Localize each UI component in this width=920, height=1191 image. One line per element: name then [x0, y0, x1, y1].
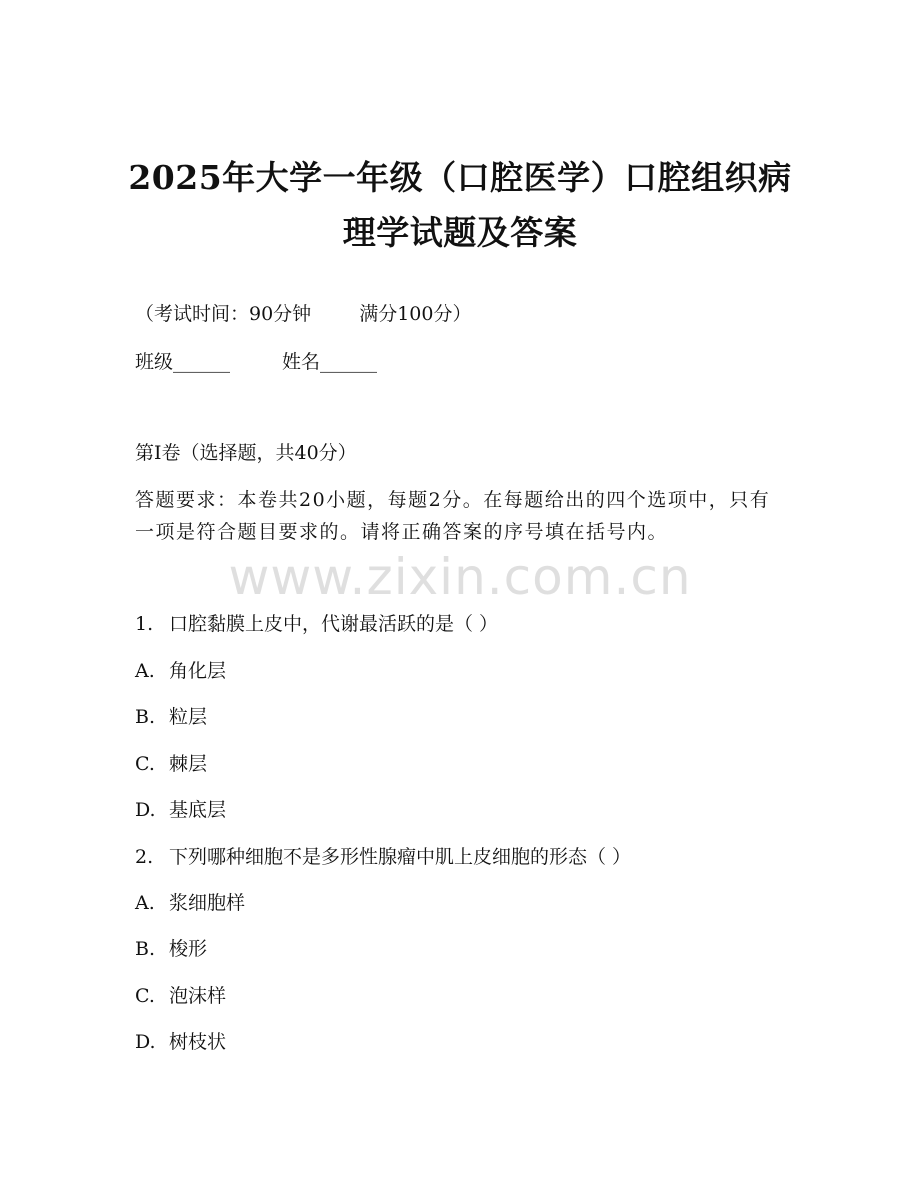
watermark: www.zixin.com.cn — [228, 548, 692, 606]
instructions: 答题要求：本卷共20小题，每题2分。在每题给出的四个选项中，只有一项是符合题目要求的。请将正确答案的序号填在括号内。 — [135, 489, 771, 543]
option-1c — [135, 752, 207, 776]
option-letter: D. — [135, 799, 156, 821]
exam-time: （考试时间：90分钟 — [135, 303, 312, 325]
student-fields — [135, 350, 377, 374]
option-1d — [135, 798, 226, 822]
option-2d — [135, 1030, 226, 1054]
option-2c — [135, 984, 226, 1008]
section-title: 第I卷（选择题，共40分） — [135, 442, 357, 464]
option-letter: C. — [135, 753, 155, 775]
option-1b — [135, 705, 207, 729]
title-line-2: 理学试题及答案 — [342, 213, 578, 252]
option-2a — [135, 891, 245, 915]
option-letter: A. — [135, 660, 155, 682]
option-text: 角化层 — [169, 660, 227, 682]
title-line-1: 2025年大学一年级（口腔医学）口腔组织病 — [128, 158, 792, 197]
question-1 — [135, 612, 498, 636]
option-letter: B. — [135, 706, 156, 728]
option-text: 浆细胞样 — [169, 892, 246, 914]
exam-info — [135, 302, 471, 326]
question-number: 1. — [135, 613, 154, 635]
class-field: 班级______ — [135, 351, 231, 373]
question-text: 下列哪种细胞不是多形性腺瘤中肌上皮细胞的形态（ ） — [169, 846, 632, 868]
option-text: 棘层 — [169, 753, 208, 775]
option-1a — [135, 659, 226, 683]
question-number: 2. — [135, 846, 154, 868]
option-letter: C. — [135, 985, 155, 1007]
document-title — [90, 150, 830, 260]
name-field: 姓名______ — [282, 351, 378, 373]
option-letter: D. — [135, 1031, 156, 1053]
option-letter: A. — [135, 892, 155, 914]
exam-score: 满分100分） — [359, 303, 472, 325]
option-text: 泡沫样 — [169, 985, 227, 1007]
option-letter: B. — [135, 938, 156, 960]
question-2 — [135, 845, 631, 869]
option-text: 粒层 — [169, 706, 208, 728]
option-2b — [135, 937, 207, 961]
option-text: 梭形 — [169, 938, 208, 960]
question-text: 口腔黏膜上皮中，代谢最活跃的是（ ） — [169, 613, 499, 635]
option-text: 树枝状 — [169, 1031, 227, 1053]
option-text: 基底层 — [169, 799, 227, 821]
